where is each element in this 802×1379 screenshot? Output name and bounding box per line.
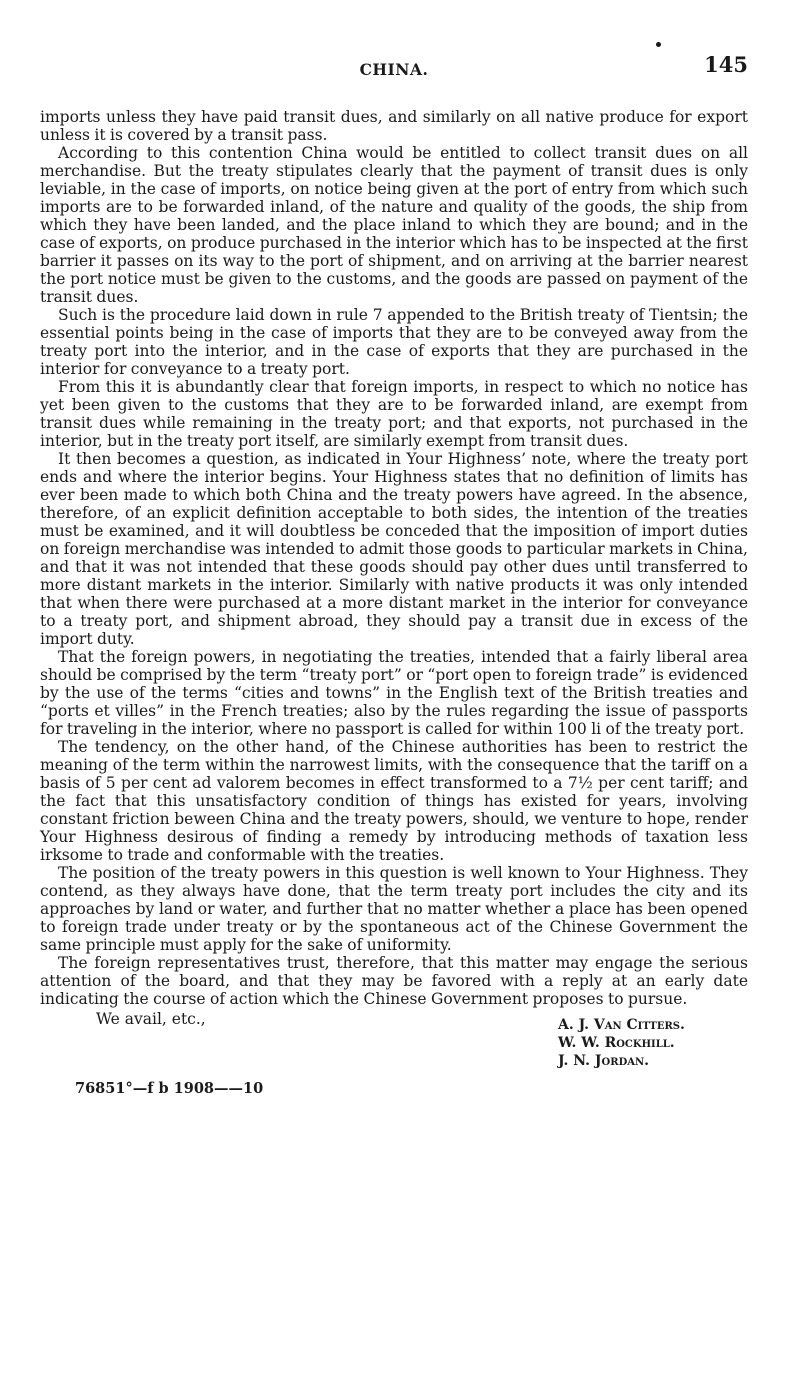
paragraph: From this it is abundantly clear that foreign imports, in respect to which no notice has yet been given to the customs that they are to be forwarded inland, are exempt from transit dues while remaining in the treaty port; and that exports, not purchased in the interior, but in the treaty port itself, are similarly exempt from transit dues. (40, 378, 748, 450)
paragraph: The foreign representatives trust, therefore, that this matter may engage the serious attention of the board, and that they may be favored with a reply at an early date indicating the course of action which the Chinese Government proposes to pursue. (40, 954, 748, 1008)
body-text (40, 108, 748, 1008)
paragraph: It then becomes a question, as indicated in Your Highness’ note, where the treaty port ends and where the interior begins. Your Highness states that no definition of limits has ever been made to which both China and the treaty powers have agreed. In the absence, therefore, of an explicit definition acceptable to both sides, the intention of the treaties must be examined, and it will doubtless be conceded that the imposition of import duties on foreign merchandise was intended to admit those goods to particular markets in China, and that it was not intended that these goods should pay other dues until transferred to more distant markets in the interior. Similarly with native products it was only intended that when there were purchased at a more distant market in the interior for conveyance to a treaty port, and shipment abroad, they should pay a transit due in excess of the import duty. (40, 450, 748, 648)
paragraph: The tendency, on the other hand, of the Chinese authorities has been to restrict the meaning of the term within the narrowest limits, with the consequence that the tariff on a basis of 5 per cent ad valorem becomes in effect transformed to a 7½ per cent tariff; and the fact that this unsatisfactory condition of things has existed for years, involving constant friction beween China and the treaty powers, should, we venture to hope, render Your Highness desirous of finding a remedy by introducing methods of taxation less irksome to trade and conformable with the treaties. (40, 738, 748, 864)
paragraph: Such is the procedure laid down in rule 7 appended to the British treaty of Tientsin; the essential points being in the case of imports that they are to be conveyed away from the treaty port into the interior, and in the case of exports that they are purchased in the interior for conveyance to a treaty port. (40, 306, 748, 378)
signatory: W. W. Rockhill. (558, 1035, 675, 1051)
paragraph: That the foreign powers, in negotiating the treaties, intended that a fairly liberal area should be comprised by the term “treaty port” or “port open to foreign trade” is evidenced by the use of the terms “cities and towns” in the English text of the British treaties and “ports et villes” in the French treaties; also by the rules regarding the issue of passports for traveling in the interior, where no passport is called for within 100 li of the treaty port. (40, 648, 748, 738)
printer-imprint: 76851°—f b 1908——10 (75, 1080, 264, 1097)
page-header (40, 52, 748, 82)
printer-mark (656, 42, 661, 47)
signatory: A. J. Van Citters. (558, 1017, 685, 1033)
signatory: J. N. Jordan. (558, 1053, 650, 1069)
paragraph: According to this contention China would be entitled to collect transit dues on all merchandise. But the treaty stipulates clearly that the payment of transit dues is only leviable, in the case of imports, on notice being given at the port of entry from which such imports are to be forwarded inland, of the nature and quality of the goods, the ship from which they have been landed, and the place inland to which they are bound; and in the case of exports, on produce purchased in the interior which has to be inspected at the first barrier it passes on its way to the port of shipment, and on arriving at the barrier nearest the port notice must be given to the customs, and the goods are passed on payment of the transit dues. (40, 144, 748, 306)
closing-formula: We avail, etc., (96, 1010, 206, 1028)
closing-block (40, 1010, 748, 1072)
paragraph: The position of the treaty powers in this question is well known to Your Highness. They contend, as they always have done, that the term treaty port includes the city and its approaches by land or water, and further that no matter whether a place has been opened to foreign trade under treaty or by the spontaneous act of the Chinese Government the same principle must apply for the sake of uniformity. (40, 864, 748, 954)
running-head: CHINA. (359, 60, 429, 79)
paragraph-continuation: imports unless they have paid transit dues, and similarly on all native produce for export unless it is covered by a transit pass. (40, 108, 748, 144)
document-page (40, 52, 748, 1097)
signature-block (558, 1016, 685, 1070)
page-number: 145 (704, 52, 748, 77)
